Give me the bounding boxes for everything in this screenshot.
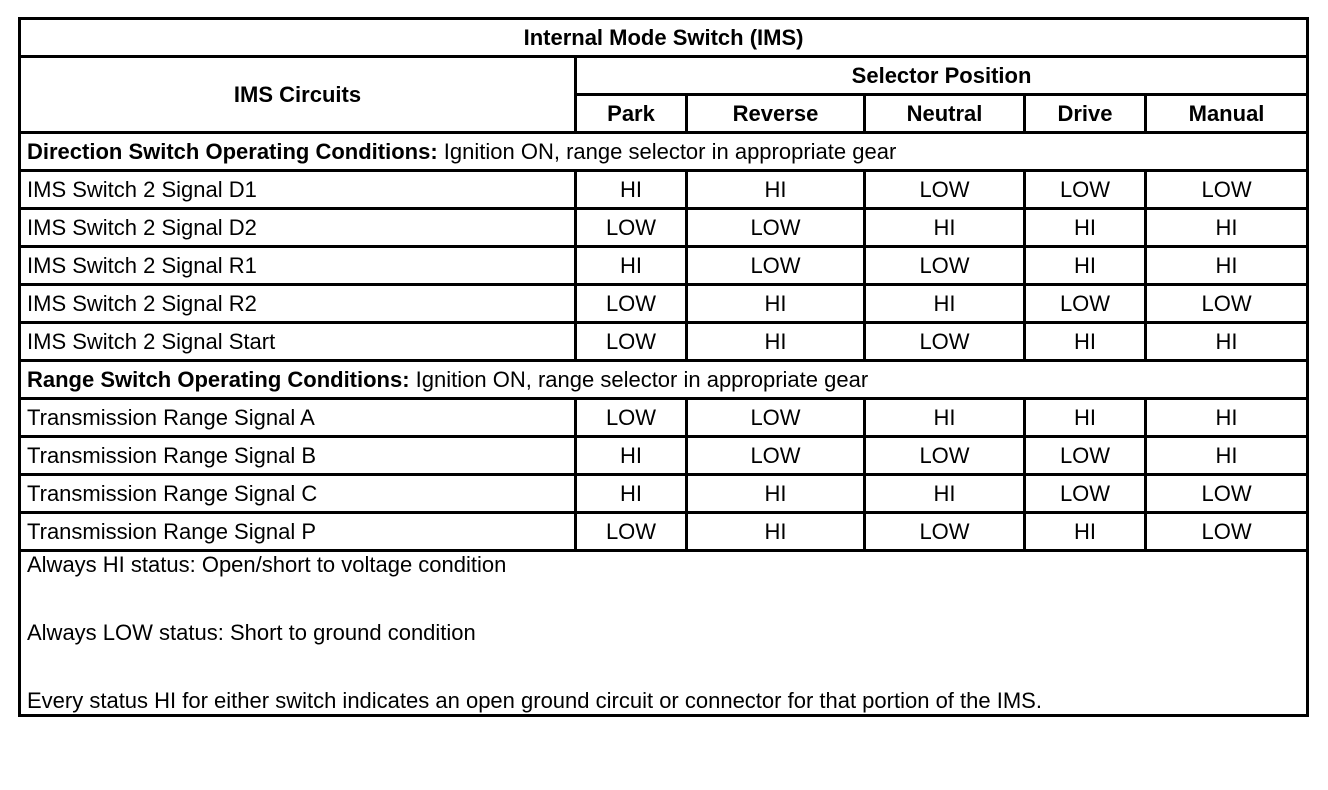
table-title: Internal Mode Switch (IMS): [20, 19, 1308, 57]
ims-table: [18, 17, 1309, 717]
status-cell: LOW: [687, 247, 865, 285]
table-row: [20, 399, 1308, 437]
status-cell: HI: [1146, 399, 1308, 437]
range-conditions: [20, 361, 1308, 399]
status-cell: LOW: [1146, 171, 1308, 209]
status-cell: LOW: [687, 209, 865, 247]
title-row: [20, 19, 1308, 57]
status-cell: LOW: [1146, 475, 1308, 513]
status-cell: LOW: [576, 285, 687, 323]
circuit-name: Transmission Range Signal A: [20, 399, 576, 437]
circuit-name: Transmission Range Signal P: [20, 513, 576, 551]
status-cell: LOW: [865, 437, 1025, 475]
position-header-drive: Drive: [1025, 95, 1146, 133]
table-row: [20, 285, 1308, 323]
status-cell: HI: [576, 475, 687, 513]
status-cell: LOW: [865, 513, 1025, 551]
status-cell: HI: [1146, 323, 1308, 361]
position-header-neutral: Neutral: [865, 95, 1025, 133]
status-cell: LOW: [865, 247, 1025, 285]
circuit-name: IMS Switch 2 Signal Start: [20, 323, 576, 361]
circuit-name: IMS Switch 2 Signal R2: [20, 285, 576, 323]
status-cell: LOW: [576, 399, 687, 437]
position-header-park: Park: [576, 95, 687, 133]
direction-conditions-text: Ignition ON, range selector in appropriate gear: [437, 138, 897, 164]
direction-conditions: [20, 133, 1308, 171]
status-cell: LOW: [1025, 437, 1146, 475]
status-cell: HI: [1146, 209, 1308, 247]
status-cell: LOW: [1025, 475, 1146, 513]
note-always-hi: Always HI status: Open/short to voltage condition: [27, 552, 507, 577]
status-cell: LOW: [1146, 285, 1308, 323]
direction-section-row: [20, 133, 1308, 171]
circuit-name: Transmission Range Signal C: [20, 475, 576, 513]
status-cell: HI: [865, 209, 1025, 247]
status-cell: HI: [865, 285, 1025, 323]
note-every-status-hi: Every status HI for either switch indicates an open ground circuit or connector for that portion of the IMS.: [27, 688, 1042, 713]
circuit-name: IMS Switch 2 Signal R1: [20, 247, 576, 285]
status-cell: LOW: [1025, 285, 1146, 323]
status-cell: HI: [1146, 437, 1308, 475]
status-cell: LOW: [865, 323, 1025, 361]
status-cell: HI: [687, 323, 865, 361]
status-cell: LOW: [576, 209, 687, 247]
table-row: [20, 323, 1308, 361]
status-cell: HI: [687, 285, 865, 323]
range-conditions-label: Range Switch Operating Conditions:: [27, 366, 410, 392]
status-cell: LOW: [1025, 171, 1146, 209]
status-cell: HI: [1025, 323, 1146, 361]
table-row: [20, 475, 1308, 513]
circuits-header: IMS Circuits: [20, 57, 576, 133]
ims-table-container: [18, 17, 1309, 717]
status-cell: HI: [1025, 399, 1146, 437]
position-header-manual: Manual: [1146, 95, 1308, 133]
status-cell: HI: [687, 475, 865, 513]
status-cell: HI: [576, 171, 687, 209]
status-cell: LOW: [687, 437, 865, 475]
status-cell: HI: [576, 437, 687, 475]
status-cell: HI: [1025, 209, 1146, 247]
selector-position-header: Selector Position: [576, 57, 1308, 95]
status-cell: LOW: [865, 171, 1025, 209]
status-cell: HI: [1146, 247, 1308, 285]
notes-cell: [20, 551, 1308, 716]
status-cell: LOW: [1146, 513, 1308, 551]
range-conditions-text: Ignition ON, range selector in appropriate gear: [409, 366, 869, 392]
table-row: [20, 209, 1308, 247]
table-row: [20, 171, 1308, 209]
table-row: [20, 437, 1308, 475]
status-cell: HI: [576, 247, 687, 285]
table-row: [20, 247, 1308, 285]
status-cell: HI: [865, 475, 1025, 513]
status-cell: LOW: [576, 513, 687, 551]
notes-row: [20, 551, 1308, 716]
circuit-name: Transmission Range Signal B: [20, 437, 576, 475]
table-row: [20, 513, 1308, 551]
circuit-name: IMS Switch 2 Signal D2: [20, 209, 576, 247]
status-cell: HI: [1025, 247, 1146, 285]
position-header-reverse: Reverse: [687, 95, 865, 133]
status-cell: HI: [865, 399, 1025, 437]
status-cell: LOW: [576, 323, 687, 361]
status-cell: HI: [687, 513, 865, 551]
status-cell: HI: [687, 171, 865, 209]
circuit-name: IMS Switch 2 Signal D1: [20, 171, 576, 209]
note-always-low: Always LOW status: Short to ground condition: [27, 620, 476, 645]
status-cell: LOW: [687, 399, 865, 437]
direction-conditions-label: Direction Switch Operating Conditions:: [27, 138, 438, 164]
header-row-1: [20, 57, 1308, 95]
range-section-row: [20, 361, 1308, 399]
status-cell: HI: [1025, 513, 1146, 551]
